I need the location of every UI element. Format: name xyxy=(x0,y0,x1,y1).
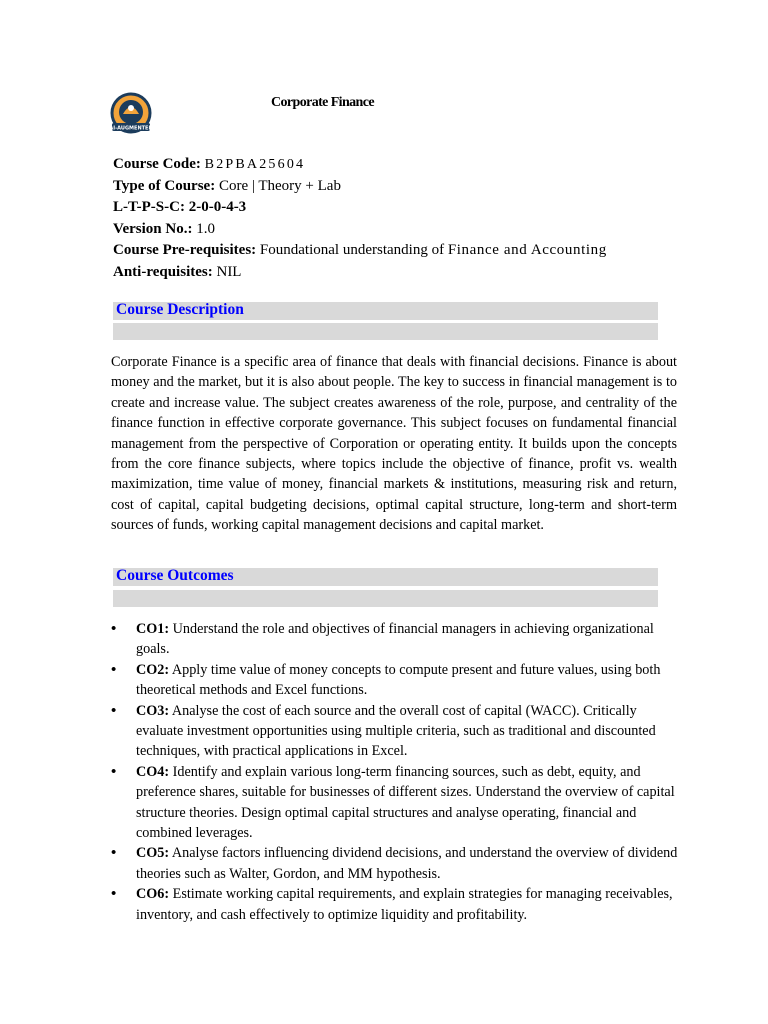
course-description-header xyxy=(113,302,658,320)
list-item xyxy=(111,701,681,762)
course-code-label: Course Code: xyxy=(113,156,201,172)
outcome-text: Analyse the cost of each source and the overall cost of capital (WACC). Critically evaluate investment opportunities using multiple criteria, such as traditional and discounted techniques, with practical applications in Excel. xyxy=(136,702,656,760)
course-description-bar xyxy=(113,323,658,340)
course-outcomes-header xyxy=(113,568,658,586)
outcome-text: Understand the role and objectives of financial managers in achieving organizational goals. xyxy=(136,621,654,658)
outcome-label: CO1: xyxy=(136,621,170,637)
bullet: • xyxy=(111,763,117,780)
course-code-row xyxy=(113,154,607,176)
prerequisites-label: Course Pre-requisites: xyxy=(113,242,257,259)
course-outcomes-list xyxy=(111,619,681,925)
logo-icon xyxy=(108,92,154,138)
outcome-text: Analyse factors influencing dividend decisions, and understand the overview of dividend theories such as Walter, Gordon, and MM hypothesis. xyxy=(136,845,678,882)
prerequisites-row xyxy=(113,240,607,262)
outcome-label: CO3: xyxy=(136,702,170,719)
ltpsc-label: L-T-P-S-C: xyxy=(113,199,185,216)
list-item xyxy=(111,843,681,884)
outcome-label: CO2: xyxy=(136,661,170,678)
anti-requisites-row xyxy=(113,262,607,284)
course-outcomes-bar xyxy=(113,590,658,607)
version-row xyxy=(113,219,607,241)
ai-augmented-logo xyxy=(108,92,154,138)
course-outcomes-heading: Course Outcomes xyxy=(116,567,234,584)
bullet: • xyxy=(111,661,117,678)
course-type-row xyxy=(113,176,607,198)
bullet: • xyxy=(111,886,117,903)
list-item xyxy=(111,884,681,925)
ltpsc-value: 2-0-0-4-3 xyxy=(188,199,247,216)
prerequisites-value-part2: Finance and Accounting xyxy=(447,242,607,259)
version-value: 1.0 xyxy=(196,220,215,237)
bullet: • xyxy=(111,621,117,637)
course-description-text: Corporate Finance is a specific area of finance that deals with financial decisions. Finance is about money and the market, but it is also about people. The key to success in financial management is to create and increase value. The subject creates awareness of the role, purpose, and centrality of the finance function in effective corporate governance. This subject focuses on fundamental financial management from the perspective of Corporation or operating entity. It builds upon the concepts from the core finance subjects, where topics include the objective of finance, profit vs. wealth maximization, time value of money, financial markets & institutions, measuring risk and return, cost of capital, capital budgeting decisions, optimal capital structure, long-term and short-term sources of funds, working capital management decisions and capital market. xyxy=(111,354,677,534)
outcome-label: CO4: xyxy=(136,763,170,780)
outcome-label: CO6: xyxy=(136,886,170,903)
bullet: • xyxy=(111,702,117,719)
ltpsc-row xyxy=(113,197,607,219)
course-meta xyxy=(113,154,607,284)
bullet: • xyxy=(111,845,117,862)
list-item xyxy=(111,660,681,701)
anti-requisites-label: Anti-requisites: xyxy=(113,263,213,280)
outcome-text: Estimate working capital requirements, and explain strategies for managing receivables, inventory, and cash effectively to optimize liquidity and profitability. xyxy=(136,886,673,923)
outcome-text: Apply time value of money concepts to compute present and future values, using both theoretical methods and Excel functions. xyxy=(136,661,661,699)
outcome-label: CO5: xyxy=(136,845,170,862)
course-code-value: B2PBA25604 xyxy=(204,157,306,172)
svg-text:AI-AUGMENTED: AI-AUGMENTED xyxy=(109,125,153,132)
prerequisites-value-part1: Foundational understanding of xyxy=(259,242,445,259)
document-title: Corporate Finance xyxy=(271,95,374,110)
course-type-label: Type of Course: xyxy=(113,177,216,194)
list-item xyxy=(111,619,681,660)
outcome-text: Identify and explain various long-term financing sources, such as debt, equity, and preference shares, suitable for businesses of different sizes. Understand the overview of capital structure theories. Design optimal capital structures and analyse operating, financial and combined leverages. xyxy=(136,763,675,842)
version-label: Version No.: xyxy=(113,220,193,237)
course-type-value: Core | Theory + Lab xyxy=(218,177,341,194)
course-description-heading: Course Description xyxy=(116,301,244,318)
anti-requisites-value: NIL xyxy=(216,263,242,280)
list-item xyxy=(111,762,681,844)
